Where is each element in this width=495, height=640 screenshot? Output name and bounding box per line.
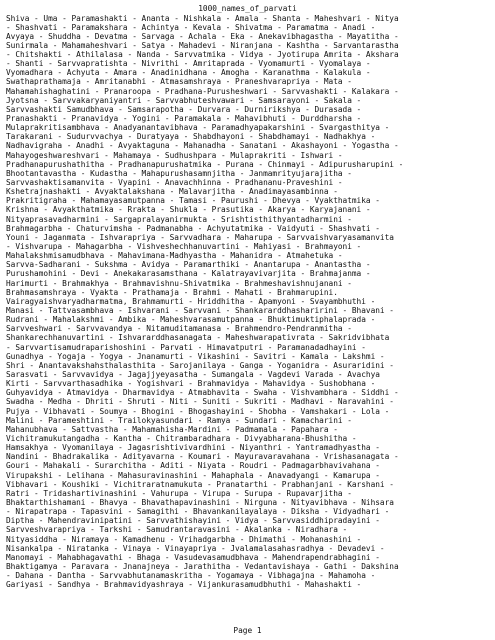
- text-line: Diptha - Mahendravinipatini - Sarvvathishayini - Vidya - Sarvvasiddhipradayini -: [6, 516, 380, 526]
- text-line: Brahmagarbha - Chaturvimsha - Padmanabha - Achyutatmika - Vaidyuti - Shashvati -: [6, 223, 380, 233]
- text-line: Swathaprathamaja - Amritanabhi - Atmasamshraya - Praneshvarapriya - Mata -: [6, 77, 352, 87]
- text-line: Kirti - Sarvvarthasadhika - Yogishvari - Brahmavidya - Mahavidya - Sushobhana -: [6, 379, 376, 389]
- text-line: Vichitramukutangadha - Kantha - Chitrambaradhara - Divyabharana-Bhushitha -: [6, 433, 357, 443]
- text-line: - Shanti - Sarvvapratishta - Nivrithi - Amritaprada - Vyomamurti - Vyomalaya -: [6, 59, 371, 69]
- text-line: Ratri - Tridashartivinashini - Vahurupa - Virupa - Surupa - Rupavarjitha -: [6, 488, 352, 498]
- text-line: Vairagyaishvaryadharmatma, Brahmamurti - Hriddhitha - Apamyoni - Svayambhuthi -: [6, 296, 376, 306]
- text-line: Brahmasamshraya - Vyakta - Prathamaja - Brahmi - Mahati - Brahmarupini.: [6, 287, 338, 297]
- text-line: Pranashakti - Pranavidya - Yogini - Paramakala - Mahavibhuti - Durddharsha -: [6, 114, 362, 124]
- text-line: - Vishvarupa - Mahagarbha - Vishveshechhanuvartini - Mahiyasi - Brahmayoni -: [6, 242, 362, 252]
- text-line: Guhyavidya - Atmavidya - Dharmavidya - Atmabhavita - Swaha - Vishvambhara - Siddhi -: [6, 388, 399, 398]
- text-line: Kshetrajnashakti - Avyaktalakshana - Malavarjitha - Anadimayasambinna -: [6, 187, 338, 197]
- text-line: Shri - Anantavakshahsthalasthita - Sarojanilaya - Ganga - Yoganidra - Asuraridini -: [6, 360, 394, 370]
- text-line: Jyotsna - Sarvvakaryaniyantri - Sarvvabhuteshvawari - Samsarayoni - Sakala -: [6, 95, 362, 105]
- text-line: Gariyasi - Sandhya - Brahmavidyashraya - Vijankurasamudbhuthi - Mahashakti -: [6, 580, 362, 590]
- text-line: Purushamohini - Devi - Anekakarasamsthana - Kalatrayavivarjita - Brahmajanma -: [6, 269, 371, 279]
- document-title: 1000_names_of_parvati: [198, 4, 297, 13]
- text-line: Pradhanapurushathitha - Pradhanapurushatmika - Purana - Chinmayi - Adipurusharupini -: [6, 159, 404, 169]
- text-line: Pujya - Vibhavati - Soumya - Bhogini - Bhogashayini - Shobha - Vamshakari - Lola -: [6, 406, 390, 416]
- document-body: [6, 14, 492, 590]
- text-line: Shankarechhanuvartini - Ishvararddhasanagata - Maheshwarapativrata - Sakridvibhata: [6, 333, 390, 343]
- text-line: Prakritigraha - Mahamayasamutpanna - Tamasi - Paurushi - Dhevya - Vyakthatmika -: [6, 196, 380, 206]
- text-line: - Shashvati - Paramakshara - Achintya - Kevala - Shivatma - Paramatma - Anadi -: [6, 22, 376, 32]
- text-line: Bhaktarthishamani - Bhavya - Bhavathapavinashini - Nirguna - Nityavibhava - Nihsara: [6, 497, 394, 507]
- text-line: Hamsakhya - Vyomanilaya - Jagasrishtivivardhini - Niyanthri - Yantramadhyastha -: [6, 443, 380, 453]
- text-line: Nandini - Bhadrakalika - Adityavarna - Koumari - Mayuravaravahana - Vrishasanagata -: [6, 452, 399, 462]
- text-line: - Nirapatrapa - Tapasvini - Samagithi - Bhavankanilayalaya - Diksha - Vidyadhari -: [6, 507, 390, 517]
- text-line: Sarasvati - Sarvvavidya - Jagajjyeyasatha - Sumangala - Vagdevi Varada - Avachya: [6, 369, 380, 379]
- text-line: Mahayogeshwareshvari - Mahamaya - Sudhushpara - Mulaprakriti - Ishwari -: [6, 150, 343, 160]
- text-line: Sarvva-Sadharani - Sukshma - Avidya - Paramarthiki - Anantarupa - Anantastha -: [6, 260, 371, 270]
- text-line: Tarakarani - Sudurvvachya - Duratyaya - Shabdhayoni - Shabdhamayi - Nadhakhya -: [6, 132, 376, 142]
- text-line: Bhaktigamya - Paravara - Jnanajneya - Jarathitha - Vedantavishaya - Gathi - Dakshina: [6, 561, 399, 571]
- text-line: Krishna - Avyakthatmika - Rrakta - Shukla - Prasutika - Akarya - Karyajanani -: [6, 205, 371, 215]
- text-line: Virupakshi - Lelihana - Mahasuravinashini - Mahaphala - Anavadyangi - Kamarupa -: [6, 470, 380, 480]
- text-line: Gunadhya - Yogaja - Yogya - Jnanamurti - Vikashini - Savitri - Kamala - Lakshmi -: [6, 351, 385, 361]
- text-line: Manomayi - Mahabhagavathi - Bhaga - Vasudevasamudbhava - Mahendrapendrabhagini -: [6, 552, 380, 562]
- text-line: - Sarvvartisamudraparishoshini - Parvati - Himavatputri - Paramanadadhayini -: [6, 342, 366, 352]
- text-line: Bhootantavastha - Kudastha - Mahapurushasamnjitha - Janmamrityujarajitha -: [6, 168, 352, 178]
- text-line: Nadhavigraha - Anadhi - Avyaktaguna - Mahanadha - Sanatani - Akashayoni - Yogastha -: [6, 141, 399, 151]
- text-line: Youni - Jaganmata - Ishvarapriya - Sarvvadhara - Maharupa - Sarvvaishvaryasamanvita: [6, 232, 394, 242]
- text-line: Sarvvashaktisamanvita - Vyapini - Anavachhinna - Pradhananu-Praveshini -: [6, 178, 343, 188]
- text-line: Nityaprasavadharmini - Sargapralayanirmukta - Srishtisthithyantadharmini -: [6, 214, 352, 224]
- text-line: Rudrani - Mahalakshmi - Ambika - Maheshvarasamutpanna - Bhuktimuktiphalaprada -: [6, 315, 376, 325]
- text-line: Sarvveshwari - Sarvvavandya - Nitamuditamanasa - Brahmendro-Pendranmitha -: [6, 324, 352, 334]
- text-line: Harimurti - Brahmakhya - Brahmavishnu-Shivatmika - Brahmeshavishnujanani -: [6, 278, 352, 288]
- text-line: Mulaprakritisambhava - Anadyanantavibhava - Paramadhyapakarshini - Svargasthitya -: [6, 123, 390, 133]
- text-line: - Dahana - Dantha - Sarvvabhutanamaskritha - Yogamaya - Vibhagajna - Mahamoha -: [6, 571, 376, 581]
- text-line: Sunirmala - Mahamaheshvari - Satya - Mahadevi - Niranjana - Kashtha - Sarvantarastha: [6, 40, 399, 50]
- text-line: Gouri - Mahakali - Surarchitha - Aditi - Niyata - Roudri - Padmagarbhavivahana -: [6, 461, 380, 471]
- text-line: Swadha - Medha - Dhriti - Shruti - Niti - Suniti - Sukriti - Madhavi - Naravahini -: [6, 397, 394, 407]
- text-line: Sarvvashakti Samudbhava - Samsarapotha - Durvara - Durnirikshya - Durasada -: [6, 104, 362, 114]
- text-line: Mahamahishaghatini - Pranaroopa - Pradhana-Purusheshwari - Sarvvashakti - Kalakara -: [6, 86, 399, 96]
- text-line: Shiva - Uma - Paramashakti - Ananta - Nishkala - Amala - Shanta - Maheshvari - Nitya: [6, 13, 399, 23]
- text-line: Mahalakshmisamudbhava - Mahavimana-Madhyastha - Mahanidra - Atmahetuka -: [6, 251, 343, 261]
- text-line: Manasi - Tattvasambhava - Ishvarani - Sarvvani - Shankararddhasharirini - Bhavani -: [6, 306, 394, 315]
- text-line: Nisankalpa - Niratanka - Vinaya - Vinayapriya - Jvalamalasahasradhya - Devadevi -: [6, 543, 385, 553]
- text-line: Nityasiddha - Niramaya - Kamadhenu - Vrihadgarbha - Dhimathi - Mohanashini -: [6, 534, 362, 544]
- text-line: Vyomadhara - Achyuta - Amara - Anadinidhana - Amogha - Karanathma - Kalakula -: [6, 68, 371, 78]
- text-line: - Chitshakti - Athilalasa - Nanda - Sarvvatmika - Vidya - Jyotirupa Amrita - Akshara: [6, 50, 399, 60]
- text-line: Sarvveshvarapriya - Tarkshi - Samudrantaravasini - Akalanka - Niradhara -: [6, 525, 348, 535]
- text-line: Mahanubhava - Sattvastha - Mahamahisha-Mardini - Padmamala - Papahara -: [6, 424, 338, 434]
- page-number: Page 1: [233, 626, 262, 635]
- text-line: Vibhavari - Koushiki - Vichitraratnamukuta - Pranatarthi - Prabhanjani - Karshani -: [6, 479, 394, 489]
- text-line: Avyaya - Shuddha - Devatma - Sarvaga - Achala - Eka - Anekavibhagastha - Mayatitha -: [6, 31, 399, 41]
- text-line: Malini - Parameshtini - Trailokyasundari - Ramya - Sundari - Kamacharini -: [6, 415, 352, 425]
